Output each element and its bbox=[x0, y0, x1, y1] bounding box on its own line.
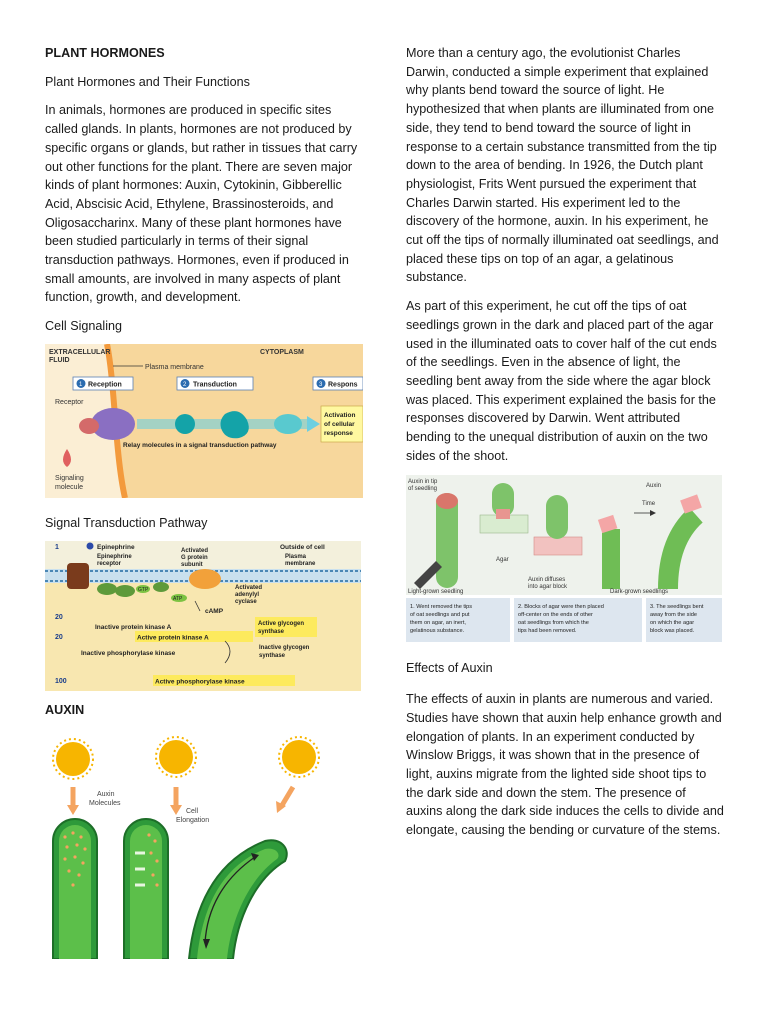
sun-icon bbox=[279, 737, 319, 777]
caption-2-line-4: tips had been removed. bbox=[518, 628, 577, 635]
caption-3-line-2: away from the side bbox=[650, 612, 697, 619]
step-num-100: 100 bbox=[55, 677, 67, 685]
signal-pathway-caption: Signal Transduction Pathway bbox=[45, 515, 208, 530]
sun-icon bbox=[53, 739, 93, 779]
caption-1-line-2: of oat seedlings and put bbox=[410, 612, 470, 619]
adenylyl-label-3: cyclase bbox=[235, 598, 257, 605]
cell-signaling-figure bbox=[45, 344, 363, 498]
caption-3-line-1: 3. The seedlings bent bbox=[650, 604, 704, 611]
went-experiment-figure bbox=[406, 475, 722, 645]
time-label: Time bbox=[642, 501, 656, 508]
pm-label-1: Plasma bbox=[285, 553, 307, 560]
pm-label-2: membrane bbox=[285, 560, 316, 567]
epi-receptor-label-1: Epinephrine bbox=[97, 553, 132, 560]
gprotein-label-1: Activated bbox=[181, 547, 209, 554]
gtp-label: GTP bbox=[138, 586, 149, 593]
inactive-gs-label-1: Inactive glycogen bbox=[259, 644, 310, 651]
step-transduction: Transduction bbox=[193, 381, 237, 389]
signaling-label-1: Signaling bbox=[55, 474, 84, 482]
darwin-paragraph: More than a century ago, the evolutionist Charles Darwin, conducted a simple experiment that explained why plants bend toward the source of light. He hypothesized that when plants are illuminated from one side, they tend to bend toward the source of light in response to a certain substance transmitted from the tip down to the area of bending. In 1926, the Dutch plant physiologist, Frits Went pursued the experiment that Charles Darwin started. His experiment led to the discovery of the hormone, auxin. In his experiment, he cut off the tips of normally illuminated oat seedlings, and placed these tips on top of an agar, a gelatinous substance. bbox=[406, 46, 719, 285]
auxin-heading: AUXIN bbox=[45, 702, 85, 717]
activation-label-3: response bbox=[324, 429, 353, 437]
caption-2-line-1: 2. Blocks of agar were then placed bbox=[518, 604, 604, 611]
step-num-20b: 20 bbox=[55, 633, 63, 641]
left-column bbox=[45, 44, 363, 959]
plasma-membrane-label: Plasma membrane bbox=[145, 363, 204, 371]
intro-paragraph: In animals, hormones are produced in specific sites called glands. In plants, hormones are not produced by specific organs or glands, but rather in tissues that carry out other functions for the plant. There are seven major kinds of plant hormones: Auxin, Cytokinin, Gibberellic Acid, Abscisic Acid, Ethylene, Brassinosteroids, and Oligosaccharinx. Many of these plant hormones have been studied particularly in terms of their signal transduction pathways. Hormones, even if produced in small amounts, are involved in many aspects of plant function, growth, and development. bbox=[45, 103, 358, 305]
atp-label: ATP bbox=[173, 595, 183, 602]
caption-1-line-1: 1. Went removed the tips bbox=[410, 604, 473, 611]
receptor-label: Receptor bbox=[55, 398, 84, 406]
active-gs-label-1: Active glycogen bbox=[258, 620, 305, 627]
cytoplasm-label: CYTOPLASM bbox=[260, 348, 304, 356]
auxin-tip-label-1: Auxin in tip bbox=[408, 479, 438, 486]
active-gs-label-2: synthase bbox=[258, 628, 285, 635]
cell-signaling-caption: Cell Signaling bbox=[45, 319, 123, 334]
camp-label: cAMP bbox=[205, 607, 224, 615]
svg-text:2: 2 bbox=[183, 381, 187, 388]
auxin-molecules-label-1: Auxin bbox=[97, 791, 115, 799]
inactive-gs-label-2: synthase bbox=[259, 652, 286, 659]
page-heading: PLANT HORMONES bbox=[45, 46, 165, 60]
caption-1-line-3: them on agar, an inert, bbox=[410, 620, 466, 627]
cell-elongation-label-2: Elongation bbox=[176, 817, 210, 825]
activation-label-2: of cellular bbox=[324, 420, 355, 428]
diffuses-label-1: Auxin diffuses bbox=[528, 577, 566, 584]
step-reception: Reception bbox=[88, 381, 122, 389]
light-grown-label: Light-grown seedling bbox=[408, 589, 464, 596]
extracellular-label: EXTRACELLULAR bbox=[49, 348, 111, 356]
active-pka-label: Active protein kinase A bbox=[137, 634, 209, 642]
step-num-1: 1 bbox=[55, 543, 59, 551]
adenylyl-label-2: adenylyl bbox=[235, 591, 260, 598]
diffuses-label-2: into agar block bbox=[528, 584, 568, 591]
relay-label: Relay molecules in a signal transduction pathway bbox=[123, 441, 277, 449]
fluid-label: FLUID bbox=[49, 356, 70, 364]
caption-2-line-3: oat seedlings from which the bbox=[518, 620, 589, 627]
caption-1-line-4: gelatinous substance. bbox=[410, 628, 465, 635]
agar-label: Agar bbox=[496, 557, 509, 564]
caption-3-line-3: on which the agar bbox=[650, 620, 695, 627]
gprotein-label-2: G protein bbox=[181, 554, 208, 561]
signal-transduction-figure bbox=[45, 541, 361, 691]
went-paragraph: As part of this experiment, he cut off the tips of oat seedlings grown in the dark and placed part of the agar used in the illuminated oats to cover half of the cut ends of the seedlings. Even in the absence of light, the seedling bent away from the side where the agar block was placed. This experiment explained the basis for the responses discovered by Darwin. Went attributed bending to the unequal distribution of auxin on the two sides of the shoot. bbox=[406, 299, 717, 463]
auxin-figure bbox=[45, 729, 345, 959]
svg-text:1: 1 bbox=[79, 381, 83, 388]
dark-grown-label: Dark-grown seedlings bbox=[610, 589, 669, 596]
auxin-tip-label-2: of seedling bbox=[408, 486, 438, 493]
gprotein-label-3: subunit bbox=[181, 561, 203, 568]
signaling-label-2: molecule bbox=[55, 483, 84, 491]
epinephrine-label: Epinephrine bbox=[97, 543, 135, 551]
effects-caption: Effects of Auxin bbox=[406, 661, 493, 676]
adenylyl-label-1: Activated bbox=[235, 584, 263, 591]
activation-label-1: Activation bbox=[324, 411, 356, 419]
caption-3-line-4: block was placed. bbox=[650, 628, 695, 635]
effects-paragraph: The effects of auxin in plants are numerous and varied. Studies have shown that auxin help enhance growth and elongation of plants. In an experiment conducted by Winslow Briggs, it was shown that in the presence of light, auxins migrate from the lighted side shoot tips to the dark side and down the stem. The presence of auxins along the dark side induces the cells to divide and elongate, causing the bending or curvature of the stems. bbox=[406, 692, 724, 838]
auxin-label: Auxin bbox=[646, 483, 662, 490]
inactive-phk-label: Inactive phosphorylase kinase bbox=[81, 649, 176, 657]
auxin-molecules-label-2: Molecules bbox=[89, 800, 121, 808]
caption-2-line-2: off-center on the ends of other bbox=[518, 612, 593, 619]
active-phk-label: Active phosphorylase kinase bbox=[155, 678, 245, 686]
right-column bbox=[406, 44, 724, 850]
svg-text:3: 3 bbox=[319, 381, 323, 388]
step-num-20a: 20 bbox=[55, 613, 63, 621]
cell-elongation-label-1: Cell bbox=[186, 808, 199, 816]
epi-receptor-label-2: receptor bbox=[97, 560, 122, 567]
outside-cell-label: Outside of cell bbox=[280, 543, 325, 551]
inactive-pka-label: Inactive protein kinase A bbox=[95, 623, 172, 631]
step-response: Respons bbox=[328, 381, 358, 389]
section-subheading: Plant Hormones and Their Functions bbox=[45, 74, 250, 89]
sun-icon bbox=[156, 737, 196, 777]
